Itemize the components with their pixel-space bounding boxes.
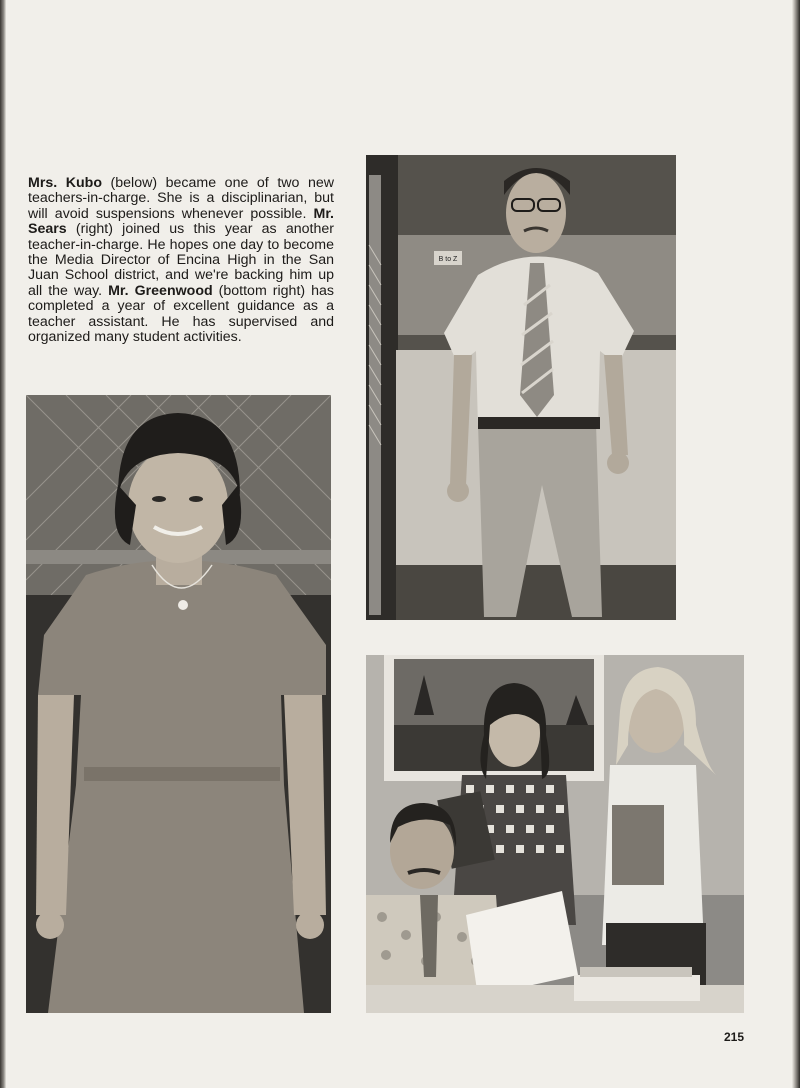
- caption-text-kubo: (below) became one of two new teachers-in-charge. She is a disciplinarian, but will avoid suspensions whenever possible.: [28, 175, 334, 222]
- caption-text: [28, 176, 334, 345]
- photo-mrs-kubo: [26, 395, 331, 1013]
- page-number: 215: [724, 1030, 745, 1044]
- caption-name-kubo: Mrs. Kubo: [28, 175, 102, 191]
- photo-mr-sears: [366, 155, 676, 620]
- page-edge-right: [792, 0, 800, 1088]
- caption-text-sears: (right) joined us this year as another teacher-in-charge. He hopes one day to become the Media Director of Encina High in the San Juan School district, and we're backing him up all the way.: [28, 221, 334, 299]
- page-binding-shadow-left: [0, 0, 6, 1088]
- photo-sign-text: B to Z: [438, 256, 458, 263]
- caption-name-greenwood: Mr. Greenwood: [108, 282, 213, 299]
- photo-mr-greenwood: [366, 655, 744, 1013]
- caption-text-greenwood: (bottom right) has completed a year of excellent guidance as a teacher assistant. He has supervised and organized many student activities.: [28, 282, 334, 346]
- caption-name-sears: Mr. Sears: [28, 205, 334, 238]
